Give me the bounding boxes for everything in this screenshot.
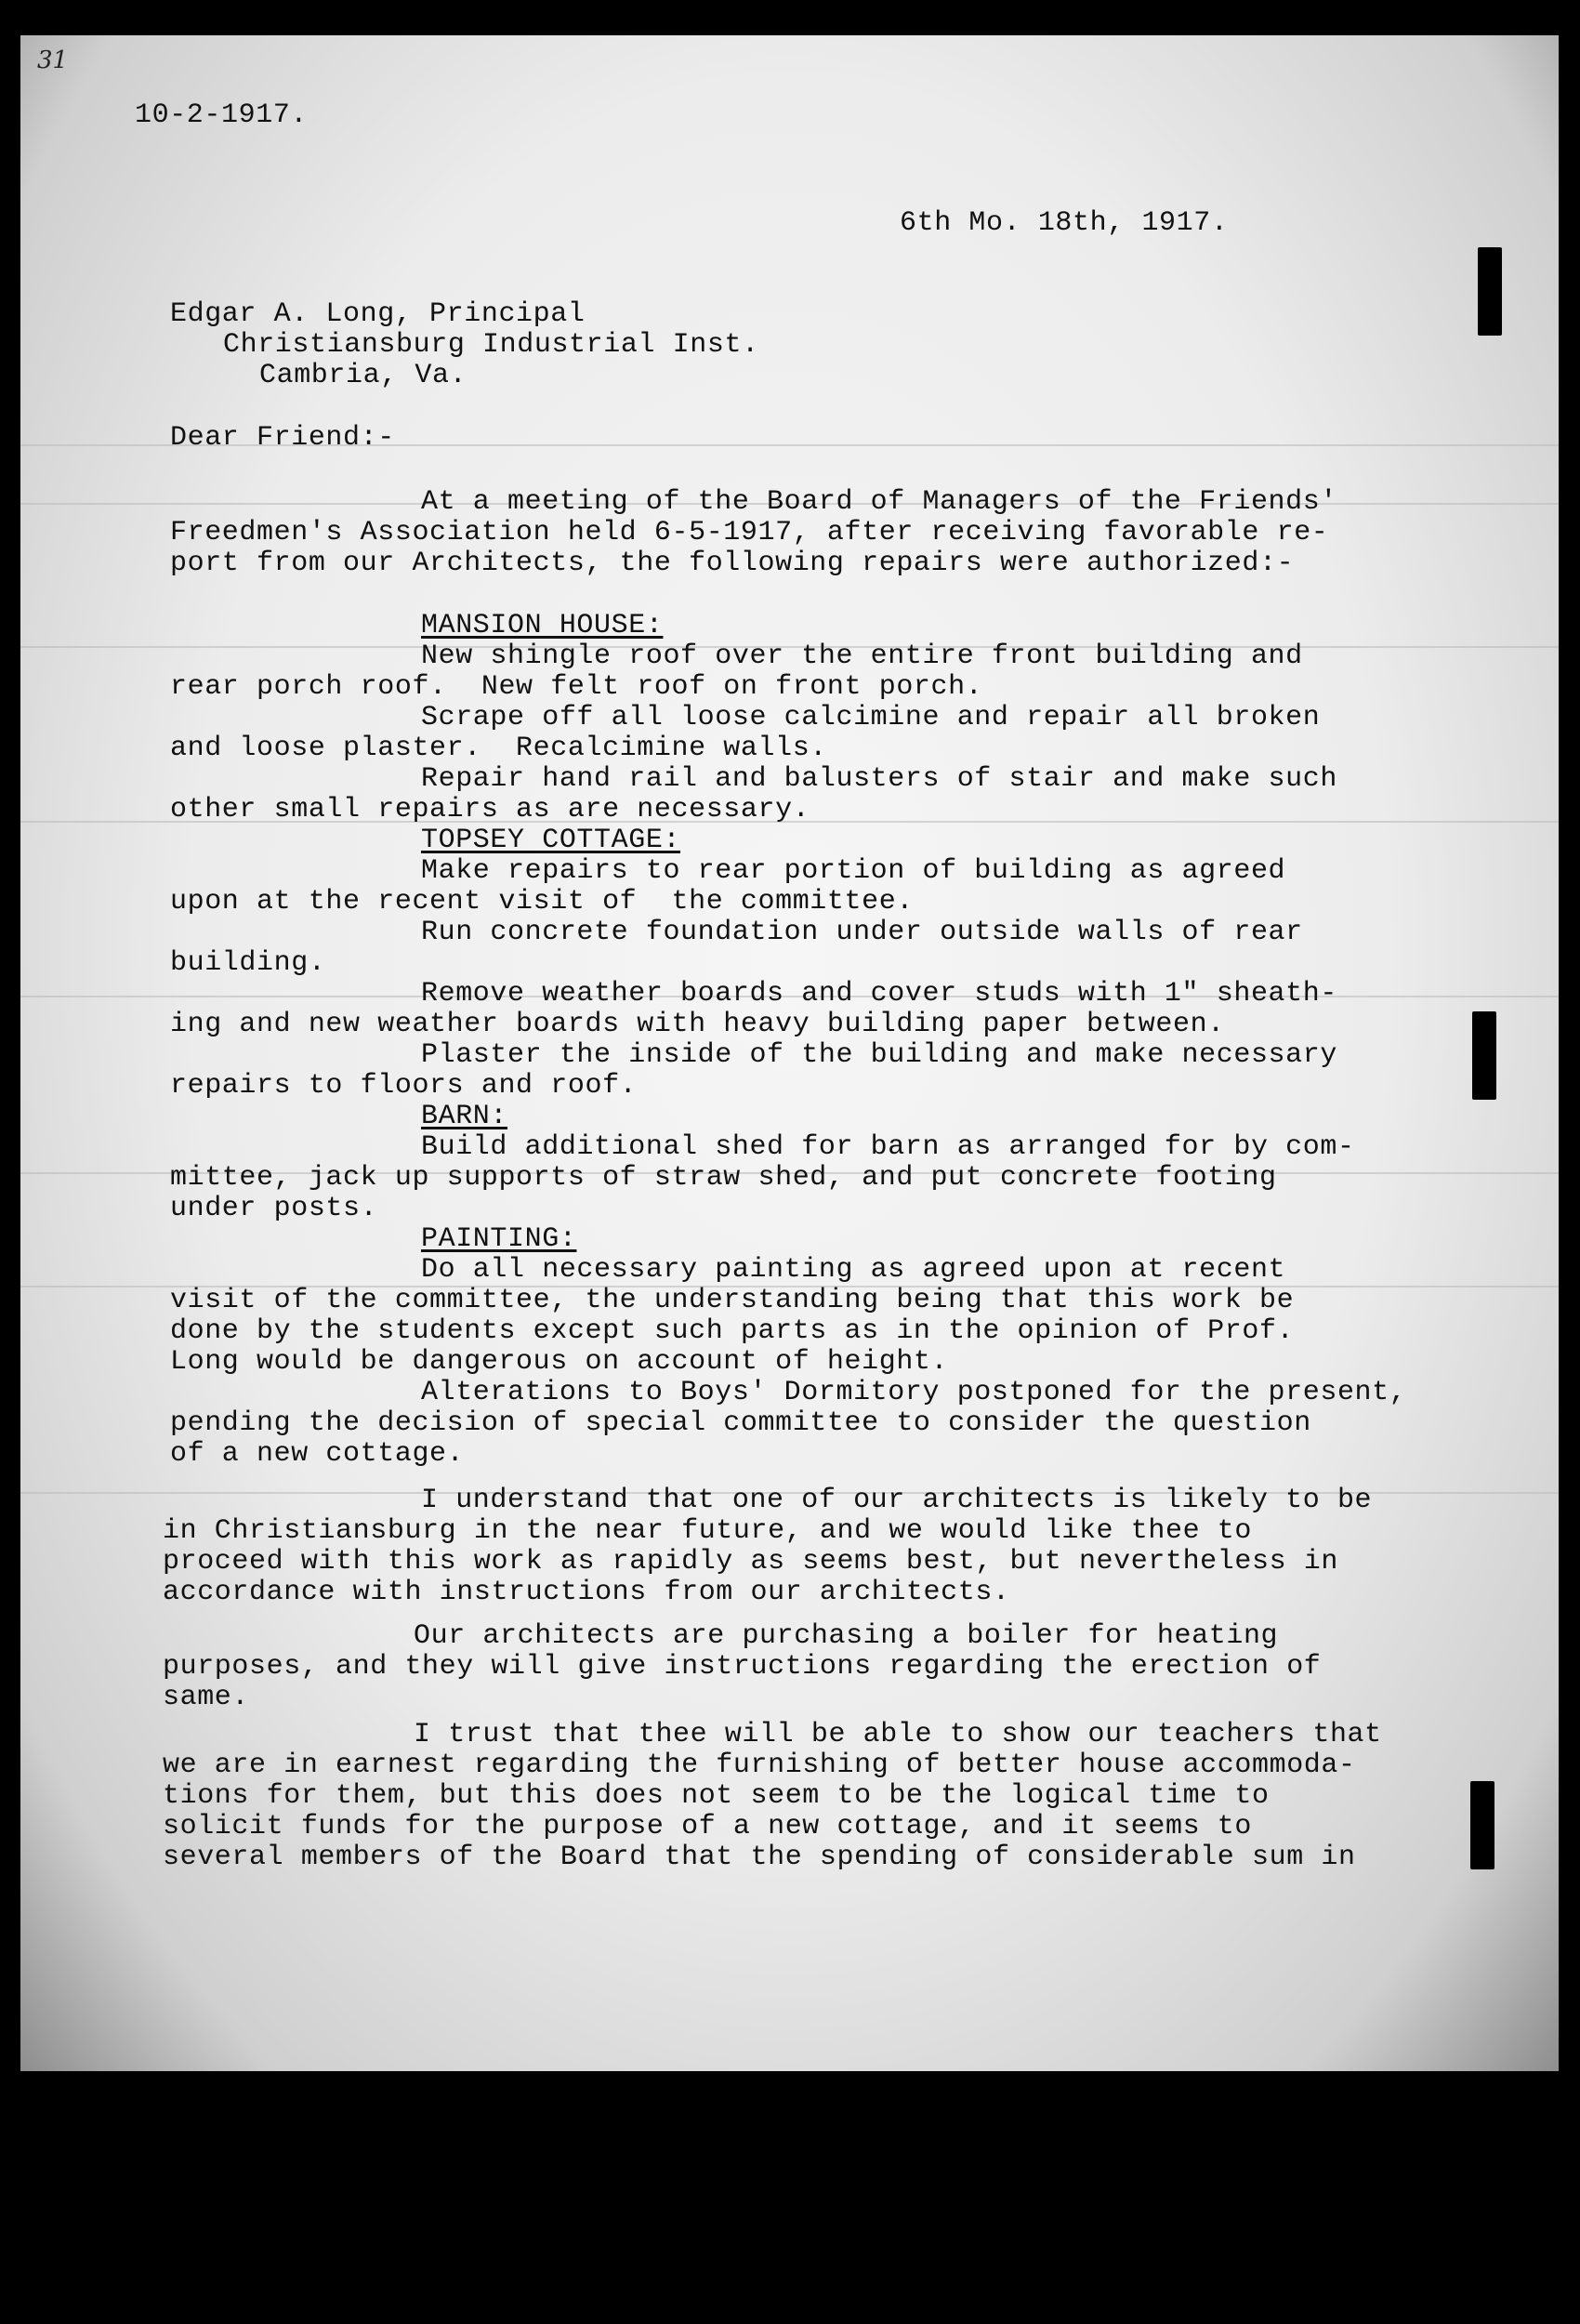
body-line: in Christiansburg in the near future, and we would like thee to bbox=[163, 1515, 1252, 1547]
body-line: rear porch roof. New felt roof on front porch. bbox=[170, 671, 983, 703]
body-line: Repair hand rail and balusters of stair and make such bbox=[421, 763, 1337, 795]
body-line: solicit funds for the purpose of a new cottage, and it seems to bbox=[163, 1811, 1252, 1842]
address-line: Cambria, Va. bbox=[259, 360, 467, 391]
body-line: purposes, and they will give instructions regarding the erection of bbox=[163, 1651, 1322, 1683]
body-line: mittee, jack up supports of straw shed, and put concrete footing bbox=[170, 1162, 1277, 1194]
body-line: Alterations to Boys' Dormitory postponed for the present, bbox=[421, 1377, 1407, 1408]
body-line: Do all necessary painting as agreed upon at recent bbox=[421, 1254, 1286, 1286]
body-line: under posts. bbox=[170, 1193, 378, 1224]
body-line: several members of the Board that the spending of considerable sum in bbox=[163, 1842, 1356, 1873]
body-line: I understand that one of our architects is likely to be bbox=[421, 1485, 1373, 1516]
body-line: of a new cottage. bbox=[170, 1438, 465, 1470]
letter-date: 6th Mo. 18th, 1917. bbox=[900, 207, 1229, 239]
body-line: New shingle roof over the entire front building and bbox=[421, 640, 1303, 672]
body-line: At a meeting of the Board of Managers of the Friends' bbox=[421, 486, 1337, 518]
body-line: other small repairs as are necessary. bbox=[170, 794, 810, 825]
body-line: I trust that thee will be able to show our teachers that bbox=[414, 1719, 1382, 1750]
section-heading-barn: BARN: bbox=[421, 1101, 508, 1132]
body-line: upon at the recent visit of the committee. bbox=[170, 886, 914, 918]
binder-mark bbox=[1478, 247, 1502, 336]
body-line: Build additional shed for barn as arranged for by com- bbox=[421, 1131, 1355, 1163]
body-line: done by the students except such parts as in the opinion of Prof. bbox=[170, 1315, 1295, 1347]
section-heading-mansion: MANSION HOUSE: bbox=[421, 610, 664, 641]
file-date: 10-2-1917. bbox=[135, 99, 309, 131]
address-line: Edgar A. Long, Principal bbox=[170, 298, 586, 330]
body-line: we are in earnest regarding the furnishing of better house accommoda- bbox=[163, 1750, 1356, 1781]
body-line: visit of the committee, the understanding being that this work be bbox=[170, 1285, 1295, 1316]
body-line: building. bbox=[170, 947, 326, 979]
body-line: pending the decision of special committee to consider the question bbox=[170, 1407, 1311, 1439]
body-line: same. bbox=[163, 1682, 250, 1713]
scan-border bbox=[0, 2071, 1580, 2324]
binder-mark bbox=[1472, 1011, 1496, 1100]
body-line: Remove weather boards and cover studs with 1" sheath- bbox=[421, 978, 1337, 1010]
body-line: proceed with this work as rapidly as seems best, but nevertheless in bbox=[163, 1546, 1338, 1578]
address-line: Christiansburg Industrial Inst. bbox=[223, 329, 759, 361]
body-line: Plaster the inside of the building and make necessary bbox=[421, 1039, 1337, 1071]
body-line: and loose plaster. Recalcimine walls. bbox=[170, 733, 827, 764]
body-line: Freedmen's Association held 6-5-1917, after receiving favorable re- bbox=[170, 517, 1329, 548]
body-line: Our architects are purchasing a boiler for heating bbox=[414, 1620, 1279, 1652]
body-line: ing and new weather boards with heavy building paper between. bbox=[170, 1009, 1225, 1040]
salutation: Dear Friend:- bbox=[170, 422, 395, 454]
section-heading-painting: PAINTING: bbox=[421, 1223, 577, 1255]
body-line: repairs to floors and roof. bbox=[170, 1070, 638, 1102]
section-heading-topsey: TOPSEY COTTAGE: bbox=[421, 825, 681, 856]
handwritten-page-number: 31 bbox=[37, 46, 69, 74]
binder-mark bbox=[1470, 1781, 1494, 1869]
body-line: Run concrete foundation under outside walls of rear bbox=[421, 917, 1303, 948]
body-line: Long would be dangerous on account of height. bbox=[170, 1346, 949, 1378]
body-line: Make repairs to rear portion of building as agreed bbox=[421, 855, 1286, 887]
body-line: tions for them, but this does not seem to be the logical time to bbox=[163, 1780, 1270, 1812]
body-line: accordance with instructions from our architects. bbox=[163, 1577, 1010, 1608]
body-line: port from our Architects, the following repairs were authorized:- bbox=[170, 548, 1295, 579]
body-line: Scrape off all loose calcimine and repair all broken bbox=[421, 702, 1321, 733]
